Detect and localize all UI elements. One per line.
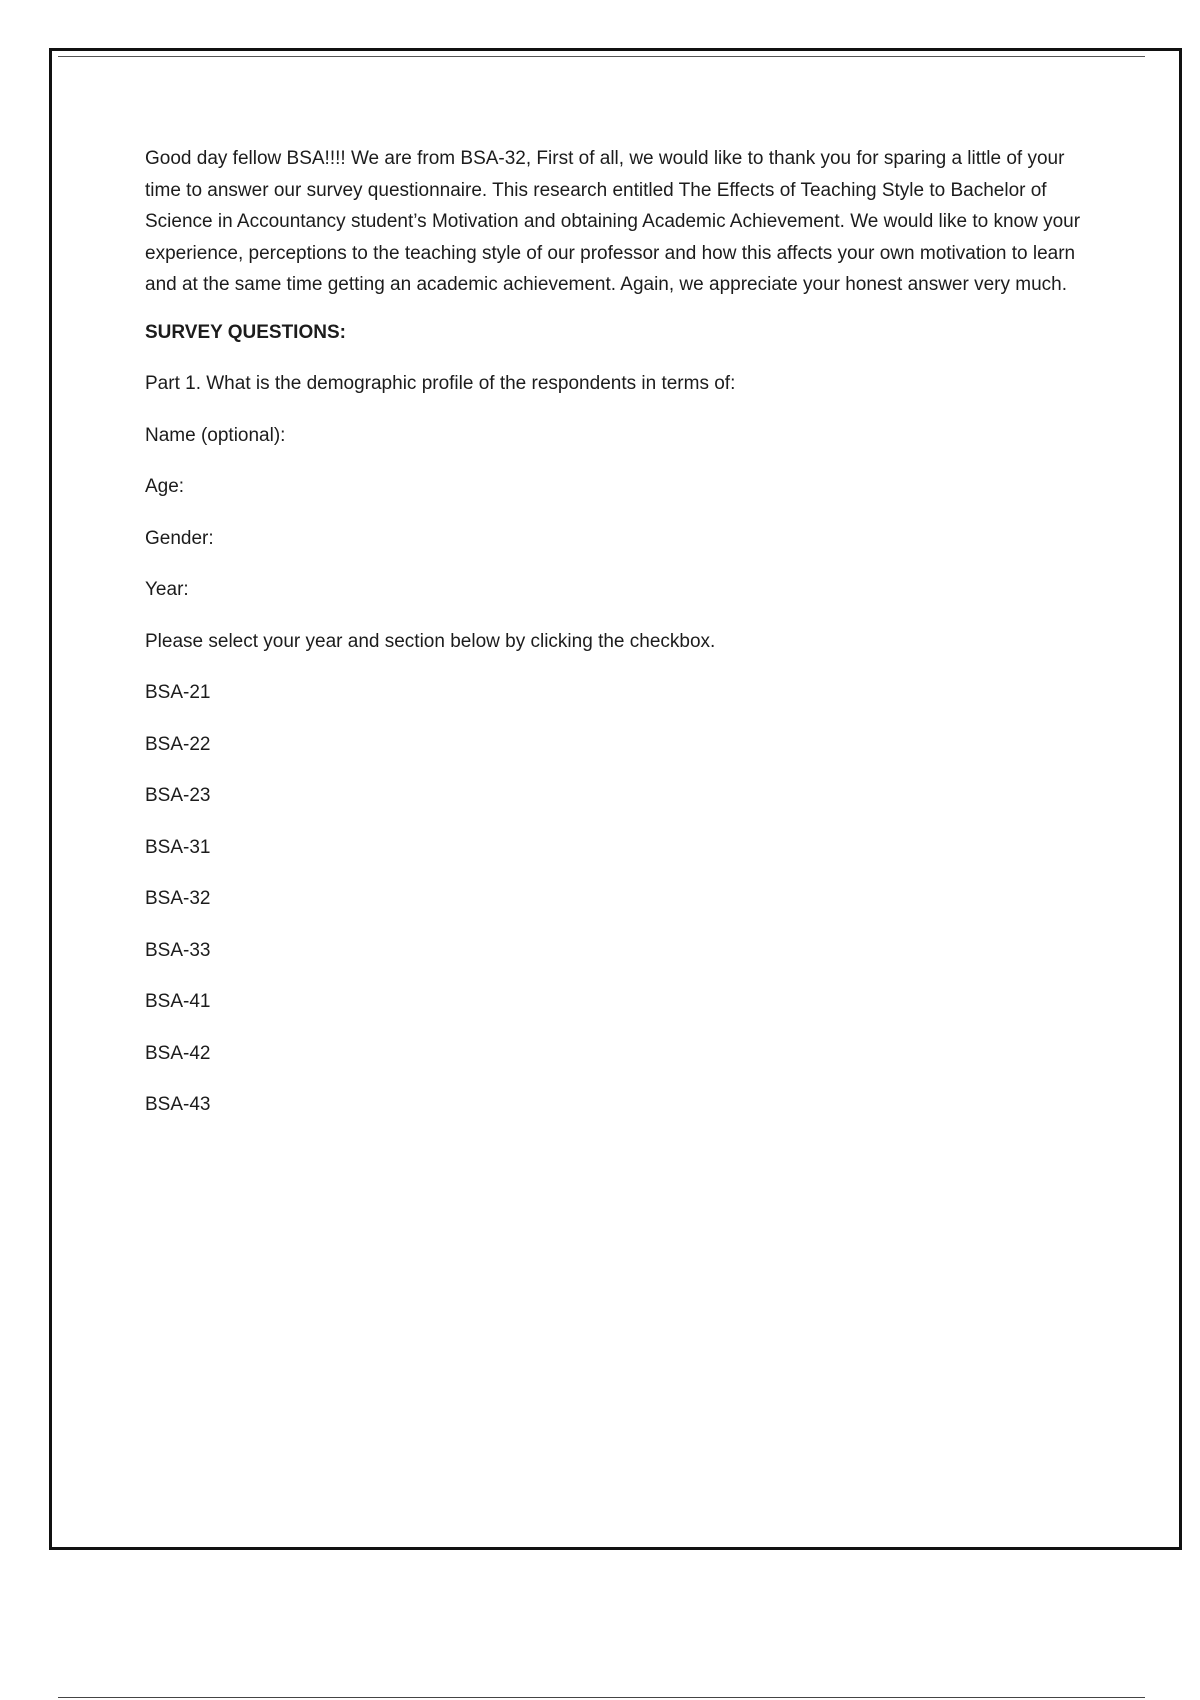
section-option-bsa-23[interactable]: BSA-23: [145, 785, 211, 806]
footer-rule: [58, 1697, 1145, 1698]
section-option-bsa-33[interactable]: BSA-33: [145, 939, 211, 961]
section-option-bsa-21[interactable]: BSA-21: [145, 682, 211, 703]
document-body: [145, 143, 1100, 1121]
section-options-list: [145, 677, 1100, 1121]
section-option-bsa-22[interactable]: BSA-22: [145, 733, 211, 755]
header-rule: [58, 56, 1145, 57]
section-instruction: Please select your year and section below by clicking the checkbox.: [145, 630, 716, 652]
section-option-bsa-32[interactable]: BSA-32: [145, 888, 211, 909]
section-option-bsa-42[interactable]: BSA-42: [145, 1042, 211, 1064]
survey-heading: SURVEY QUESTIONS:: [145, 321, 346, 343]
section-option-bsa-31[interactable]: BSA-31: [145, 836, 211, 858]
year-field-label: Year:: [145, 579, 189, 600]
gender-field-label: Gender:: [145, 527, 214, 549]
age-field-label: Age:: [145, 476, 185, 497]
part1-question: Part 1. What is the demographic profile of the respondents in terms of:: [145, 373, 736, 394]
section-option-bsa-41[interactable]: BSA-41: [145, 991, 211, 1012]
name-field-label: Name (optional):: [145, 424, 286, 446]
intro-paragraph: Good day fellow BSA!!!! We are from BSA-32, First of all, we would like to thank you for sparing a little of your time to answer our survey questionnaire. This research entitled The Effects of Teaching Style to Bachelor of Science in Accountancy student’s Motivation and obtaining Academic Achievement. We would like to know your experience, perceptions to the teaching style of our professor and how this affects your own motivation to learn and at the same time getting an academic achievement. Again, we appreciate your honest answer very much.: [145, 148, 1081, 295]
section-option-bsa-43[interactable]: BSA-43: [145, 1094, 211, 1115]
